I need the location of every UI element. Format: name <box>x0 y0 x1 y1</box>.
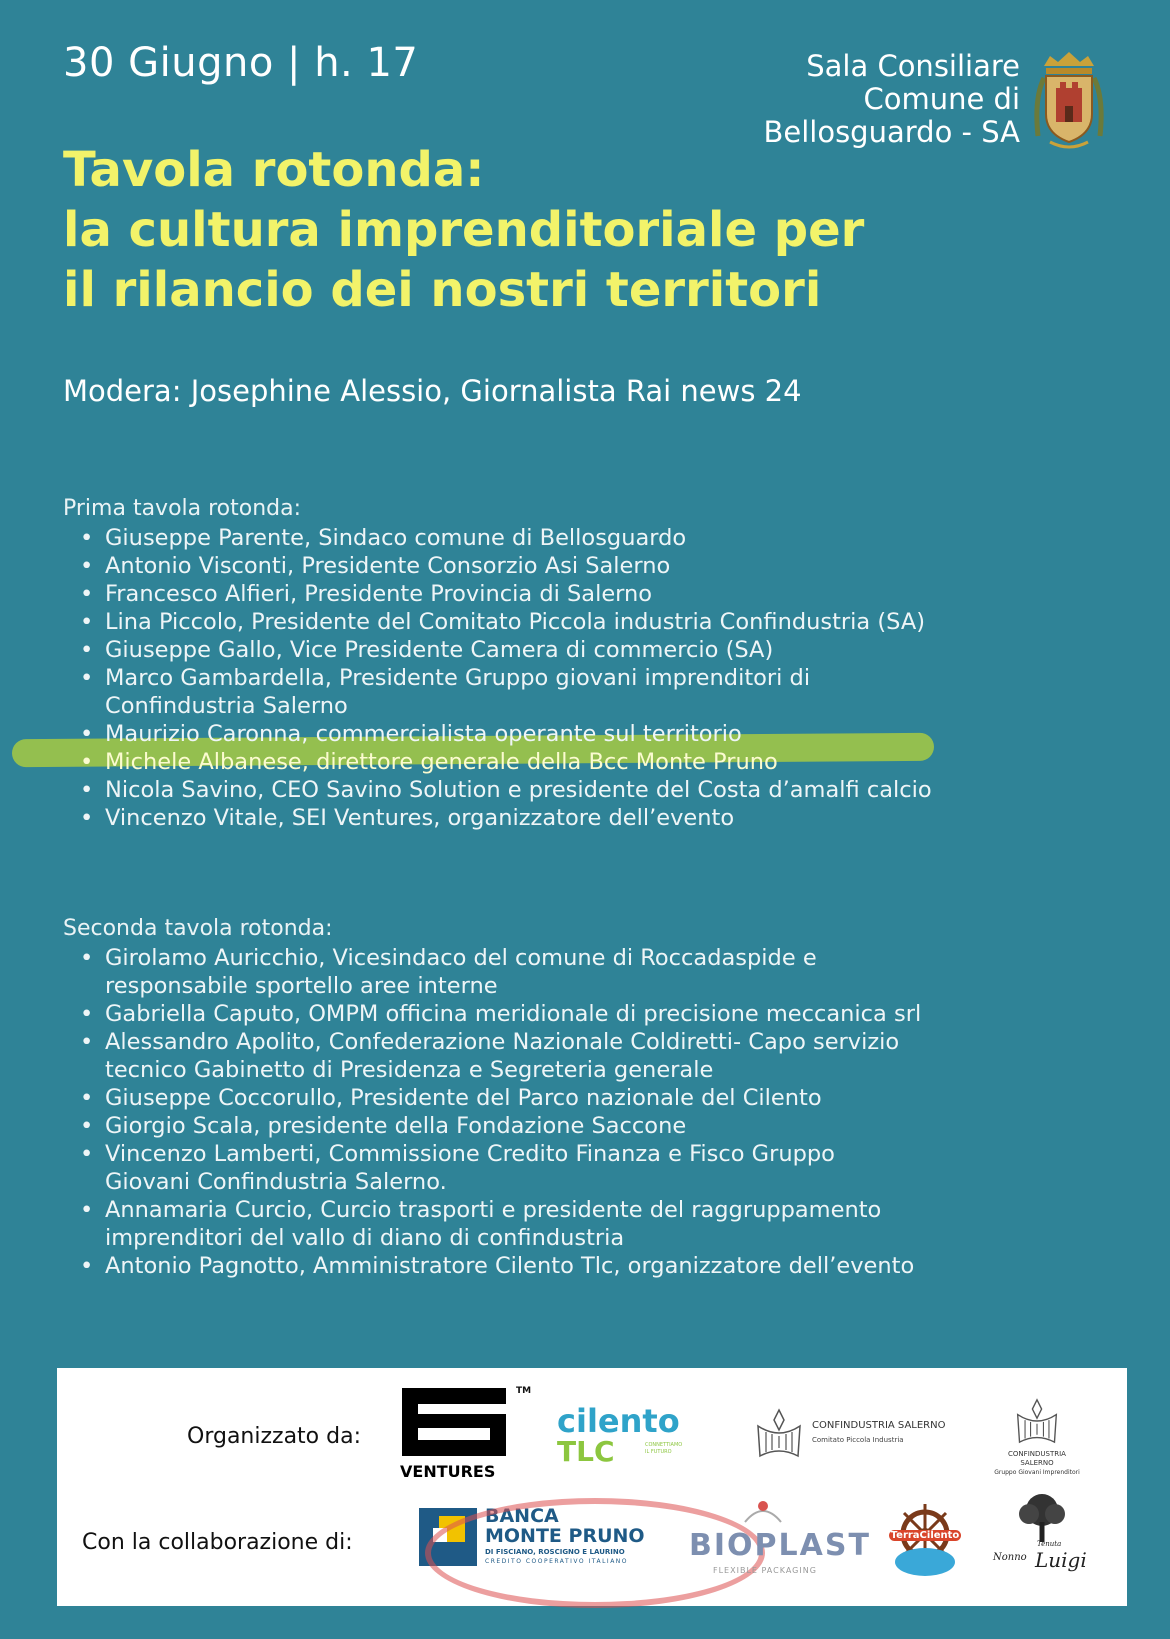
trademark: TM <box>516 1386 532 1396</box>
list-item: • Nicola Savino, CEO Savino Solution e presidente del Costa d’amalfi calcio <box>80 776 1100 804</box>
cilento-tlc-logo <box>557 1404 697 1474</box>
terracilento-logo <box>883 1496 967 1580</box>
list-item: • Giuseppe Parente, Sindaco comune di Bellosguardo <box>80 524 1100 552</box>
title-line: il rilancio dei nostri territori <box>63 262 822 318</box>
confindustria-eagle-icon <box>1014 1396 1060 1446</box>
list-item: • Girolamo Auricchio, Vicesindaco del comune di Roccadaspide e responsabile sportello aree interne <box>80 944 880 1000</box>
event-date: 30 Giugno | h. 17 <box>63 40 419 86</box>
terracilento-wordmark: TerraCilento <box>890 1530 960 1541</box>
cilento-wordmark: cilento <box>557 1402 680 1440</box>
list-item: • Francesco Alfieri, Presidente Provincia di Salerno <box>80 580 1100 608</box>
collaboration-label: Con la collaborazione di: <box>82 1530 353 1555</box>
confind-gg-city: SALERNO <box>1020 1459 1054 1467</box>
first-round-heading: Prima tavola rotonda: <box>63 496 302 521</box>
nonno-luigi-logo <box>987 1492 1097 1582</box>
list-item: • Marco Gambardella, Presidente Gruppo giovani imprenditori di Confindustria Salerno <box>80 664 880 720</box>
organized-by-label: Organizzato da: <box>187 1424 361 1449</box>
nonno-luigi-luigi: Luigi <box>1035 1548 1087 1572</box>
banca-tagline: CREDITO COOPERATIVO ITALIANO <box>485 1558 629 1565</box>
list-item: • Antonio Visconti, Presidente Consorzio Asi Salerno <box>80 552 1100 580</box>
ventures-wordmark: VENTURES <box>400 1462 496 1481</box>
list-item: • Annamaria Curcio, Curcio trasporti e presidente del raggruppamento imprenditori del vallo di diano di confindustria <box>80 1196 950 1252</box>
confindustria-giovani-logo <box>977 1396 1097 1476</box>
list-item: • Giuseppe Gallo, Vice Presidente Camera di commercio (SA) <box>80 636 1100 664</box>
first-round-list <box>80 524 1100 832</box>
second-round-list <box>80 944 1100 1280</box>
confind-pi-sub: Comitato Piccola Industria <box>812 1436 904 1444</box>
list-item: • Maurizio Caronna, commercialista operante sul territorio <box>80 720 1100 748</box>
list-item: • Antonio Pagnotto, Amministratore Cilento Tlc, organizzatore dell’evento <box>80 1252 1100 1280</box>
municipal-crest-icon <box>1030 48 1108 152</box>
cilento-tagline: CONNETTIAMO <box>645 1442 683 1448</box>
sponsors-panel <box>57 1368 1127 1606</box>
list-item: • Gabriella Caputo, OMPM officina meridionale di precisione meccanica srl <box>80 1000 1100 1028</box>
banca-name: MONTE PRUNO <box>485 1525 645 1547</box>
confind-gg-name: CONFINDUSTRIA <box>1008 1450 1066 1458</box>
confindustria-eagle-icon <box>754 1406 804 1460</box>
venue-line: Sala Consiliare <box>806 49 1020 83</box>
olive-tree-icon <box>1007 1492 1077 1544</box>
list-item: • Giuseppe Coccorullo, Presidente del Parco nazionale del Cilento <box>80 1084 1100 1112</box>
list-item: • Lina Piccolo, Presidente del Comitato Piccola industria Confindustria (SA) <box>80 608 1100 636</box>
venue <box>763 50 1020 149</box>
title-line: Tavola rotonda: <box>63 142 485 198</box>
banca-location: DI FISCIANO, ROSCIGNO E LAURINO <box>485 1548 625 1556</box>
list-item-highlighted: • Michele Albanese, direttore generale della Bcc Monte Pruno <box>80 748 1100 776</box>
confind-pi-name: CONFINDUSTRIA SALERNO <box>812 1420 946 1431</box>
sei-ventures-logo <box>400 1386 530 1486</box>
bioplast-tagline: FLEXIBLE PACKAGING <box>713 1566 817 1575</box>
venue-line: Bellosguardo - SA <box>763 115 1020 149</box>
list-item: • Vincenzo Lamberti, Commissione Credito Finanza e Fisco Gruppo Giovani Confindustria Salerno. <box>80 1140 900 1196</box>
confind-gg-sub: Gruppo Giovani Imprenditori <box>994 1469 1080 1476</box>
bioplast-wordmark: BIOPLAST <box>689 1528 871 1563</box>
page-title <box>63 140 864 320</box>
venue-line: Comune di <box>863 82 1020 116</box>
list-item: • Vincenzo Vitale, SEI Ventures, organizzatore dell’evento <box>80 804 1100 832</box>
list-item: • Alessandro Apolito, Confederazione Nazionale Coldiretti- Capo servizio tecnico Gabinetto di Presidenza e Segreteria generale <box>80 1028 960 1084</box>
title-line: la cultura imprenditoriale per <box>63 202 865 258</box>
tlc-wordmark: TLC <box>557 1435 615 1468</box>
bird-icon <box>741 1498 785 1526</box>
second-round-heading: Seconda tavola rotonda: <box>63 916 333 941</box>
list-item: • Giorgio Scala, presidente della Fondazione Saccone <box>80 1112 1100 1140</box>
confindustria-piccola-logo <box>754 1406 974 1466</box>
six-mark-icon <box>400 1386 508 1458</box>
nonno-luigi-nonno: Nonno <box>993 1552 1027 1563</box>
cilento-tagline: IL FUTURO <box>645 1449 672 1455</box>
nonno-luigi-tenuta: Tenuta <box>1037 1540 1062 1548</box>
bioplast-logo <box>689 1498 871 1578</box>
banca-name: BANCA <box>485 1505 559 1527</box>
moderator: Modera: Josephine Alessio, Giornalista Rai news 24 <box>63 374 802 408</box>
